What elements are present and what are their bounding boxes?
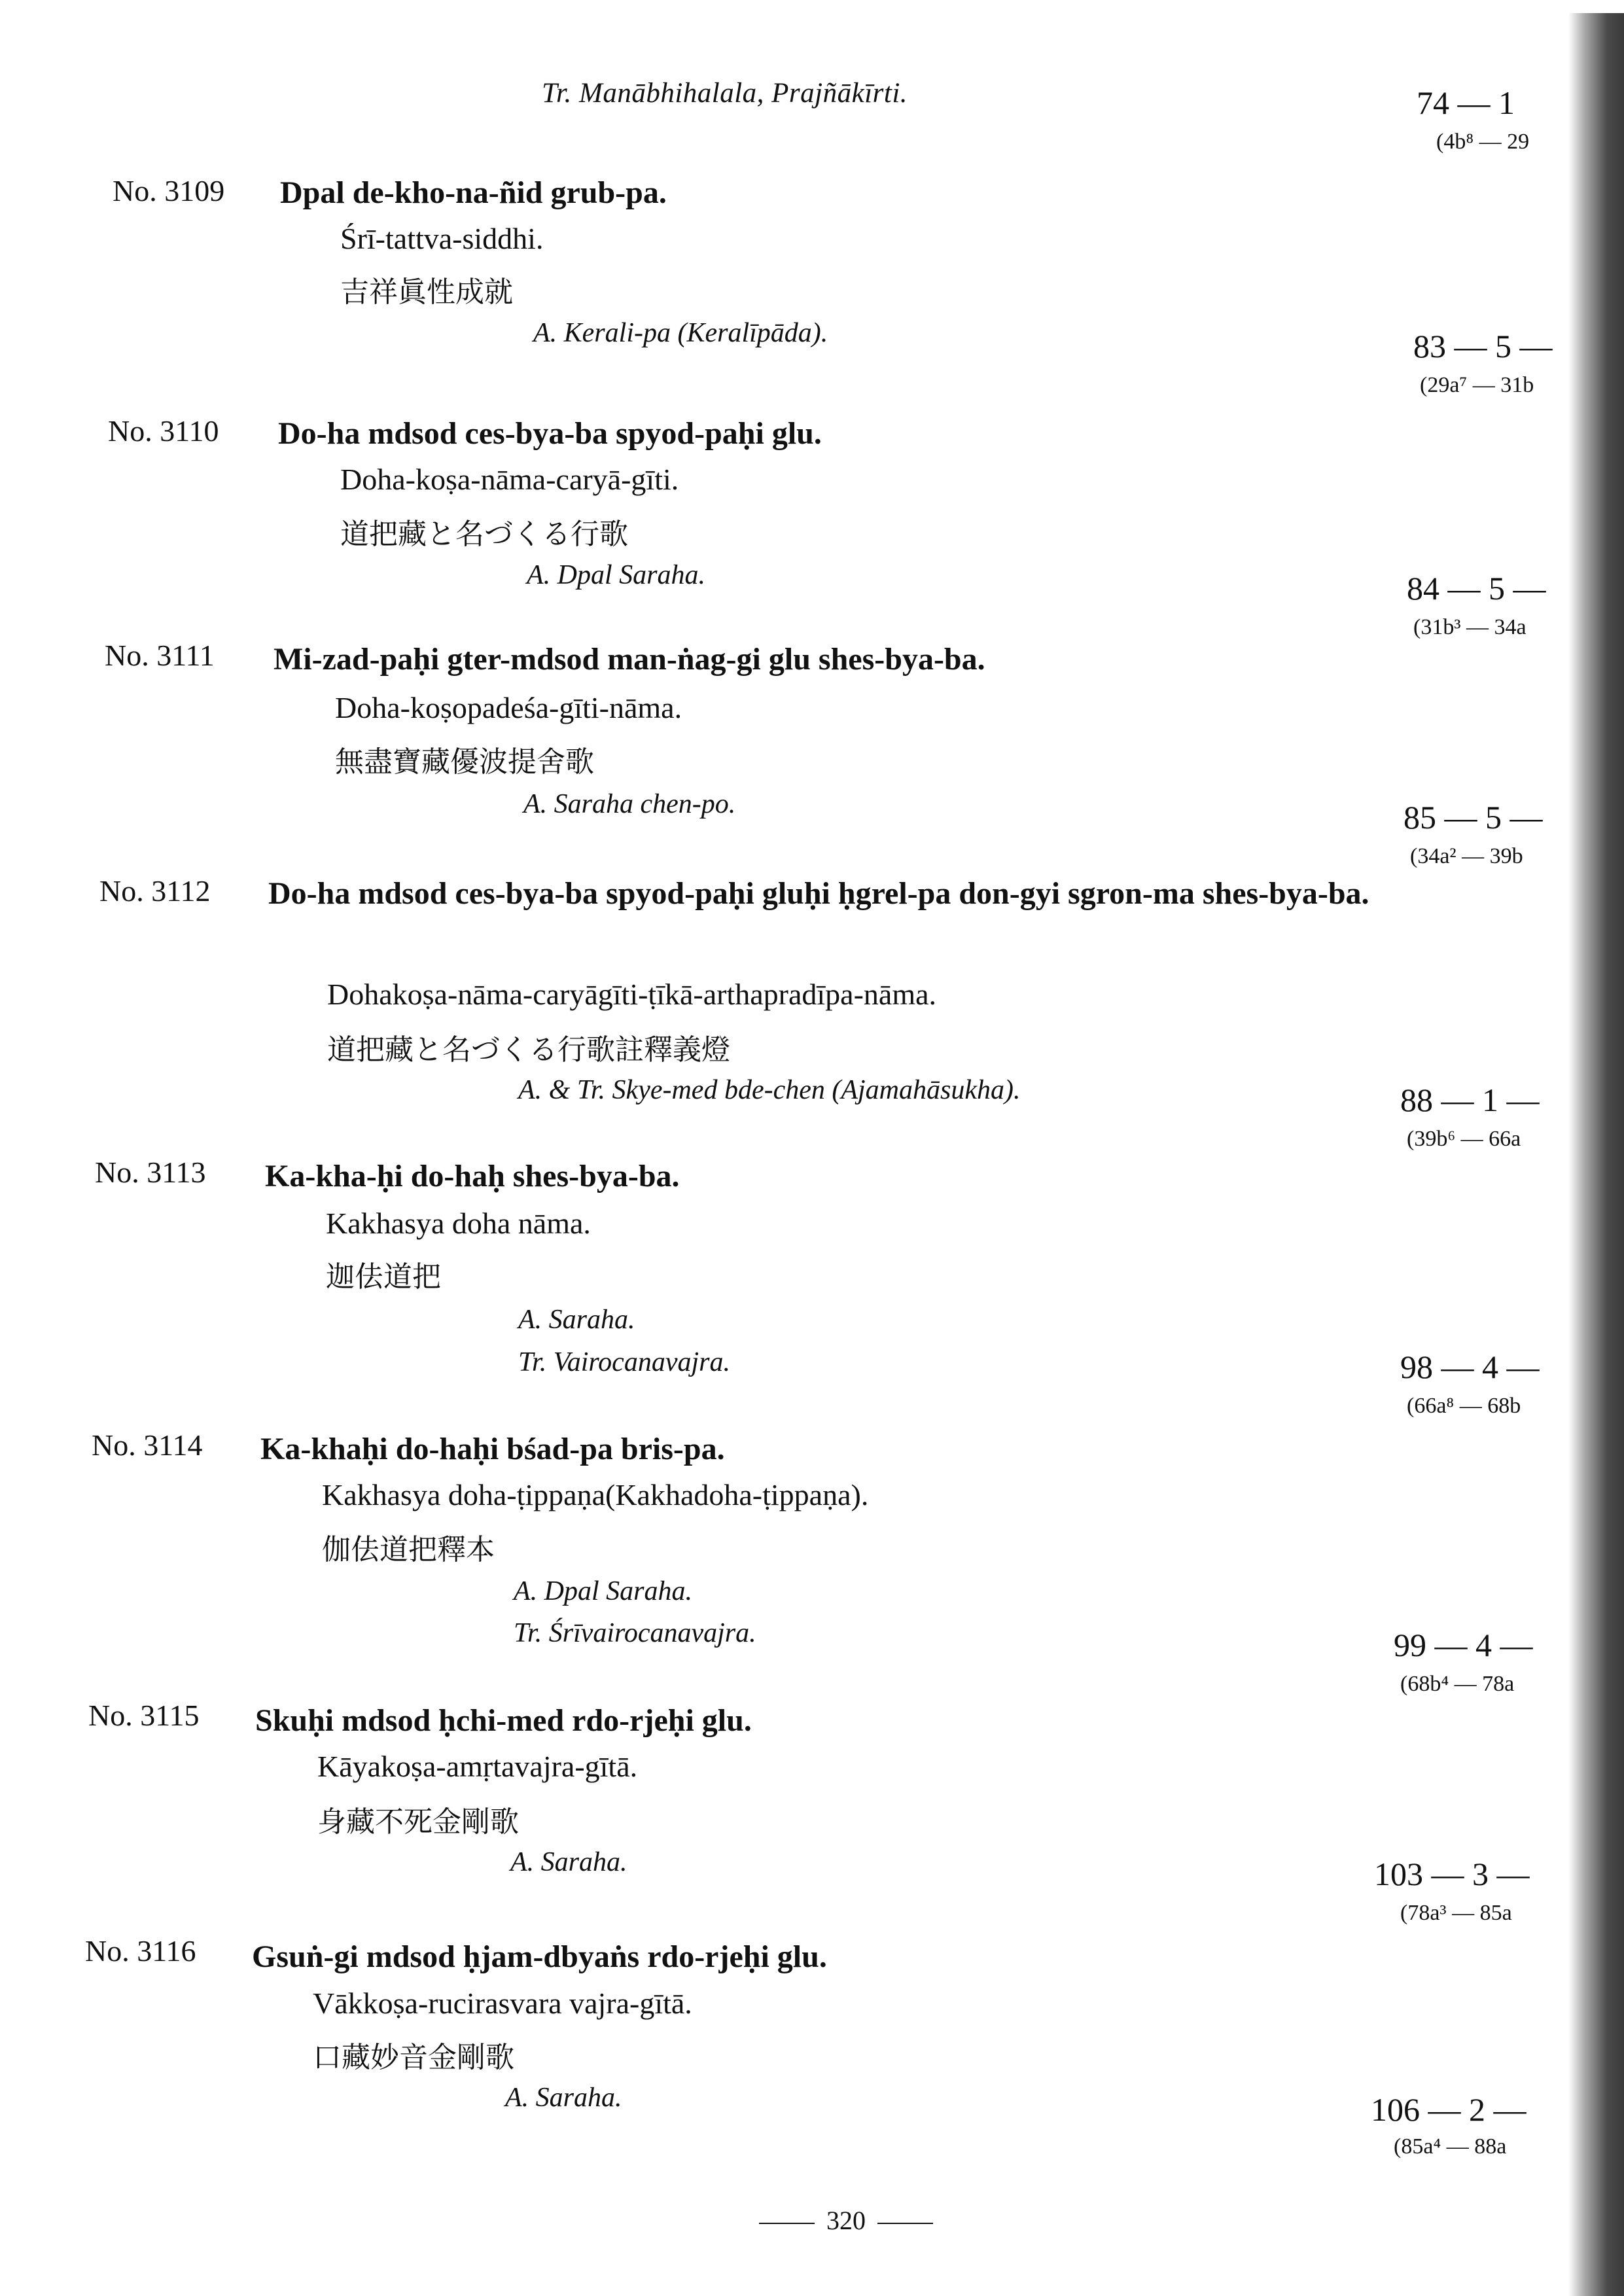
page-number-rule-right — [877, 2223, 933, 2224]
tibetan-title: Dpal de-kho-na-ñid grub-pa. — [280, 175, 667, 210]
attribution: A. Kerali-pa (Keralīpāda). — [533, 318, 828, 348]
ref-sub: (4b⁸ — 29 — [1436, 130, 1530, 154]
sanskrit-title: Doha-koṣopadeśa-gīti-nāma. — [335, 691, 682, 724]
sanskrit-title: Kakhasya doha nāma. — [326, 1207, 591, 1240]
ref-main: 103 — 3 — — [1374, 1856, 1530, 1892]
entry-number: No. 3113 — [95, 1156, 206, 1189]
chinese-title: 道把藏と名づくる行歌註釋義燈 — [327, 1033, 730, 1067]
page-number-rule-left — [759, 2223, 815, 2224]
ref-main: 99 — 4 — — [1394, 1627, 1533, 1663]
ref-sub: (66a⁸ — 68b — [1407, 1394, 1521, 1418]
ref-main: 84 — 5 — — [1407, 570, 1546, 607]
scan-shadow-edge — [1568, 13, 1624, 2296]
ref-sub: (68b⁴ — 78a — [1400, 1672, 1515, 1696]
ref-sub: (78a³ — 85a — [1400, 1901, 1512, 1925]
entry-number: No. 3109 — [113, 174, 225, 207]
sanskrit-title: Dohakoṣa-nāma-caryāgīti-ṭīkā-arthapradīpa-nāma. — [327, 978, 937, 1011]
ref-main: 74 — 1 — [1417, 84, 1515, 121]
ref-main: 83 — 5 — — [1413, 328, 1553, 364]
page-number — [747, 2205, 945, 2236]
ref-sub: (31b³ — 34a — [1413, 615, 1527, 639]
entry-number: No. 3115 — [88, 1699, 200, 1732]
chinese-title: 迦佉道把 — [326, 1260, 441, 1294]
attribution: A. & Tr. Skye-med bde-chen (Ajamahāsukha). — [518, 1075, 1021, 1105]
chinese-title: 口藏妙音金剛歌 — [313, 2041, 514, 2074]
tibetan-title: Do-ha mdsod ces-bya-ba spyod-paḥi glu. — [278, 416, 822, 451]
chinese-title: 身藏不死金剛歌 — [317, 1805, 519, 1839]
attribution: A. Saraha chen-po. — [523, 789, 736, 819]
ref-main: 98 — 4 — — [1400, 1349, 1540, 1385]
ref-main: 106 — 2 — — [1371, 2091, 1527, 2128]
chinese-title: 吉祥眞性成就 — [340, 275, 513, 309]
entry-number: No. 3110 — [108, 414, 219, 448]
sanskrit-title: Kāyakoṣa-amṛtavajra-gītā. — [317, 1750, 638, 1783]
running-head: Tr. Manābhihalala, Prajñākīrti. — [542, 78, 908, 109]
ref-sub: (39b⁶ — 66a — [1407, 1127, 1521, 1151]
tibetan-title-text: Do-ha mdsod ces-bya-ba spyod-paḥi gluḥi ḥgrel-pa don-gyi sgron-ma shes-bya-ba. — [268, 876, 1369, 911]
sanskrit-title: Doha-koṣa-nāma-caryā-gīti. — [340, 463, 679, 496]
entry-number: No. 3111 — [105, 639, 215, 672]
ref-sub: (29a⁷ — 31b — [1420, 373, 1534, 397]
chinese-title: 無盡寶藏優波提舍歌 — [335, 745, 594, 779]
ref-main: 85 — 5 — — [1403, 799, 1543, 836]
sanskrit-title: Vākkoṣa-rucirasvara vajra-gītā. — [313, 1987, 692, 2020]
chinese-title: 伽佉道把釋本 — [322, 1533, 495, 1566]
chinese-title: 道把藏と名づくる行歌 — [340, 518, 628, 551]
ref-sub: (85a⁴ — 88a — [1394, 2134, 1507, 2159]
sanskrit-title: Kakhasya doha-ṭippaṇa(Kakhadoha-ṭippaṇa). — [322, 1478, 869, 1511]
attribution: A. Saraha. — [505, 2083, 622, 2113]
attribution: A. Saraha. — [510, 1847, 627, 1877]
tibetan-title: Mi-zad-paḥi gter-mdsod man-ṅag-gi glu shes-bya-ba. — [274, 642, 985, 677]
tibetan-title: Ka-kha-ḥi do-haḥ shes-bya-ba. — [265, 1159, 680, 1193]
attribution: Tr. Vairocanavajra. — [518, 1347, 730, 1377]
attribution: A. Dpal Saraha. — [527, 560, 705, 590]
attribution: Tr. Śrīvairocanavajra. — [514, 1618, 756, 1648]
sanskrit-title: Śrī-tattva-siddhi. — [340, 222, 544, 255]
attribution: A. Dpal Saraha. — [514, 1576, 692, 1606]
ref-sub: (34a² — 39b — [1410, 844, 1523, 868]
tibetan-title: Ka-khaḥi do-haḥi bśad-pa bris-pa. — [260, 1432, 725, 1466]
tibetan-title — [268, 872, 1400, 915]
page-number-text: 320 — [826, 2206, 866, 2235]
entry-number: No. 3114 — [92, 1428, 203, 1462]
entry-number: No. 3116 — [85, 1934, 196, 1968]
attribution: A. Saraha. — [518, 1305, 635, 1335]
tibetan-title: Gsuṅ-gi mdsod ḥjam-dbyaṅs rdo-rjeḥi glu. — [252, 1939, 827, 1974]
tibetan-title: Skuḥi mdsod ḥchi-med rdo-rjeḥi glu. — [255, 1703, 752, 1738]
ref-main: 88 — 1 — — [1400, 1082, 1540, 1118]
entry-number: No. 3112 — [99, 874, 211, 908]
